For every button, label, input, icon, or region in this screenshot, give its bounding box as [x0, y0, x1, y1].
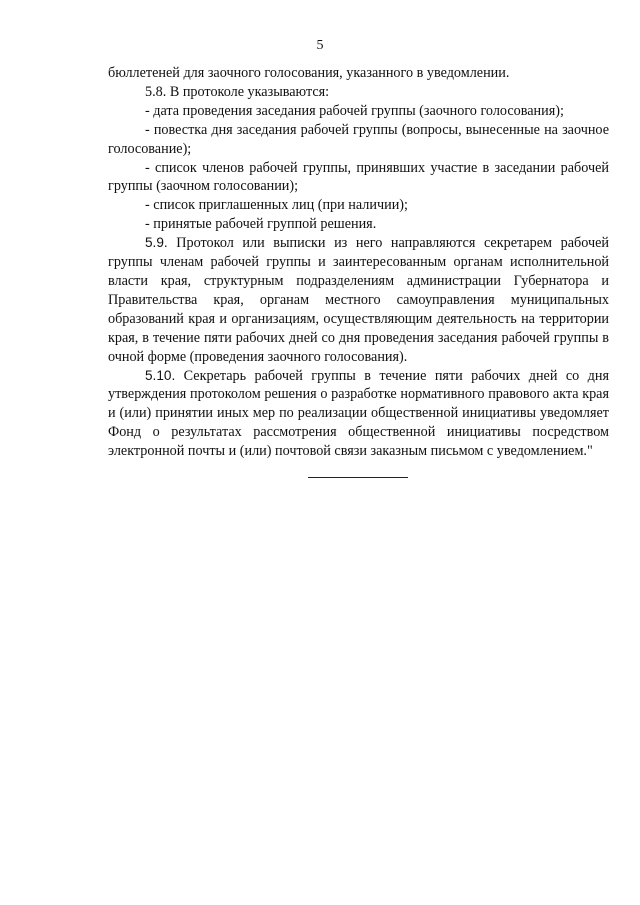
paragraph-ballots-continuation: бюллетеней для заочного голосования, указанного в уведомлении.: [108, 65, 510, 81]
clause-text-5-9: Протокол или выписки из него направляются секретарем рабочей группы членам рабочей группы и заинтересованным органам исполнительной власти края, структурным подразделениям администрации Губернатора и Правительства края, органам местного самоуправления муниципальных образований края и организациям, осуществляющим деятельность на территории края, в течение пяти рабочих дней со дня проведения заседания рабочей группы в очной форме (проведения заочного голосования).: [108, 235, 609, 365]
list-item-decisions: - принятые рабочей группой решения.: [145, 216, 377, 233]
list-item-members-list: - список членов рабочей группы, принявших участие в заседании рабочей группы (заочном голосовании);: [108, 159, 609, 195]
clause-number-5-9: 5.9.: [145, 235, 168, 251]
paragraph-5-9: [108, 234, 609, 366]
clause-number-5-10: 5.10.: [145, 367, 176, 383]
paragraph-5-10: [108, 367, 609, 462]
list-item-agenda: - повестка дня заседания рабочей группы (вопросы, вынесенные на заочное голосование);: [108, 121, 609, 157]
page-number: 5: [316, 38, 324, 53]
clause-text-5-10: Секретарь рабочей группы в течение пяти рабочих дней со дня утверждения протоколом решения о разработке нормативного правового акта края и (или) принятии иных мер по реализации общественной инициативы уведомляет Фонд о результатах рассмотрения общественной инициативы посредством электронной почты и (или) почтовой связи заказным письмом с уведомлением.": [108, 367, 609, 460]
paragraph-5-8-heading: 5.8. В протоколе указываются:: [145, 83, 330, 100]
list-item-invited-persons: - список приглашенных лиц (при наличии);: [145, 197, 408, 214]
list-item-meeting-date: - дата проведения заседания рабочей группы (заочного голосования);: [145, 102, 564, 119]
document-body: [108, 64, 609, 461]
end-of-document-line: [308, 477, 408, 478]
